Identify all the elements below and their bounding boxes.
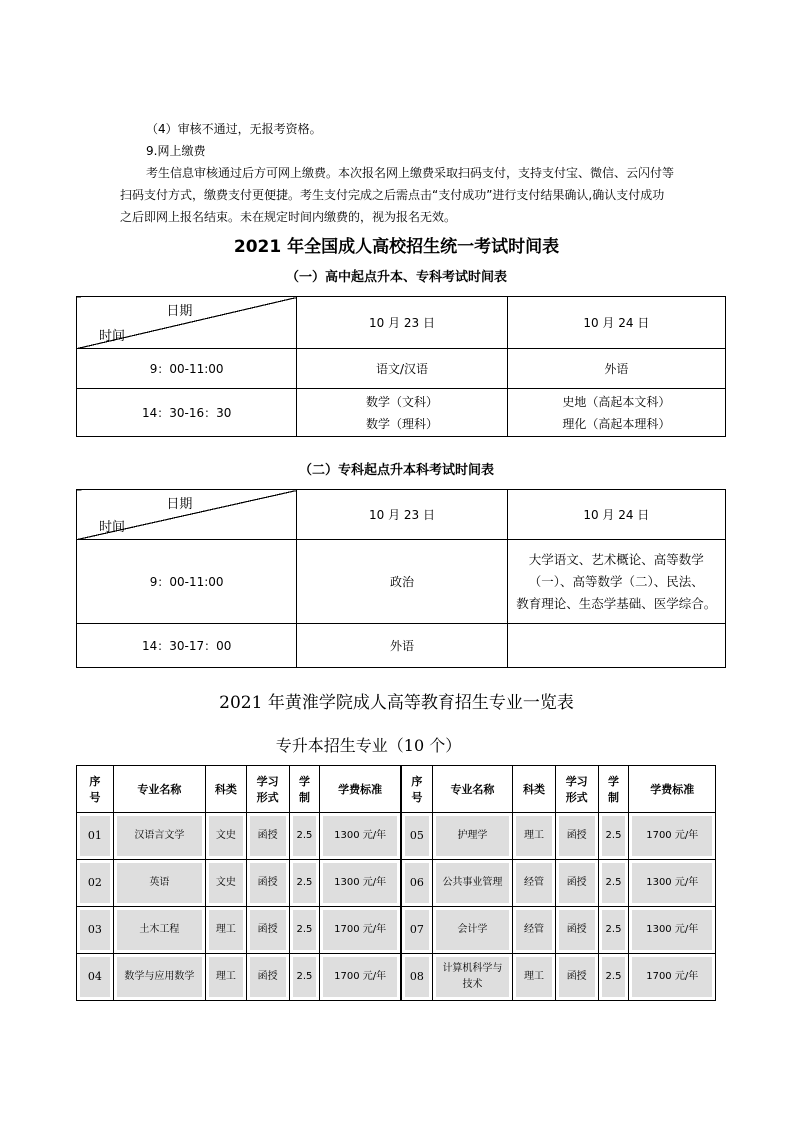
header-name-right: 专业名称	[432, 766, 512, 813]
table1-col-day1: 10 月 23 日	[297, 297, 507, 349]
fee-cell: 1700 元/年	[320, 954, 401, 1001]
form-cell: 函授	[246, 813, 289, 860]
header-form-right: 学习 形式	[555, 766, 598, 813]
table2-col-day2: 10 月 24 日	[507, 490, 725, 540]
majors-subtitle: 专升本招生专业（10 个）	[275, 736, 462, 755]
type-cell: 理工	[206, 907, 247, 954]
major-name-cell: 英语	[113, 860, 205, 907]
table1-time-label: 时间	[99, 329, 126, 344]
length-cell: 2.5	[289, 954, 320, 1001]
header-type-left: 科类	[206, 766, 247, 813]
majors-title: 2021 年黄淮学院成人高等教育招生专业一览表	[219, 693, 574, 713]
table2-date-label: 日期	[166, 497, 193, 512]
schedule-table-2	[76, 489, 726, 668]
intro-line-4: 扫码支付方式，缴费支付更便捷。考生支付完成之后需点击“支付成功”进行支付结果确认,确认支付成功	[120, 188, 665, 202]
table2-row1-day1: 政治	[297, 540, 507, 624]
form-cell: 函授	[246, 954, 289, 1001]
fee-cell: 1700 元/年	[629, 813, 716, 860]
header-length-left: 学 制	[289, 766, 320, 813]
table2-time-label: 时间	[99, 520, 126, 535]
schedule-title: 2021 年全国成人高校招生统一考试时间表	[233, 237, 560, 257]
table2-title: （二）专科起点升本科考试时间表	[298, 463, 494, 478]
type-cell: 经管	[513, 860, 556, 907]
length-cell: 2.5	[289, 813, 320, 860]
length-cell: 2.5	[598, 813, 629, 860]
form-cell: 函授	[246, 907, 289, 954]
form-cell: 函授	[555, 907, 598, 954]
table1-row1-day1: 语文/汉语	[297, 349, 507, 389]
table2-diagonal-header	[77, 490, 297, 540]
type-cell: 理工	[513, 954, 556, 1001]
header-form-left: 学习 形式	[246, 766, 289, 813]
major-name-cell: 公共事业管理	[432, 860, 512, 907]
fee-cell: 1300 元/年	[629, 860, 716, 907]
fee-cell: 1300 元/年	[320, 813, 401, 860]
fee-cell: 1700 元/年	[629, 954, 716, 1001]
header-fee-left: 学费标准	[320, 766, 401, 813]
header-seq-right: 序 号	[401, 766, 432, 813]
table2-row1-day2: 大学语文、艺术概论、高等数学 （一）、高等数学（二）、民法、 教育理论、生态学基础、医学综合。	[507, 540, 725, 624]
table1-date-label: 日期	[166, 304, 193, 319]
table2-row2-time: 14：30-17：00	[77, 624, 297, 668]
type-cell: 文史	[206, 860, 247, 907]
header-seq-left: 序 号	[77, 766, 114, 813]
form-cell: 函授	[246, 860, 289, 907]
header-fee-right: 学费标准	[629, 766, 716, 813]
form-cell: 函授	[555, 954, 598, 1001]
length-cell: 2.5	[289, 907, 320, 954]
intro-line-5: 之后即网上报名结束。未在规定时间内缴费的，视为报名无效。	[120, 210, 457, 224]
seq-cell: 05	[401, 813, 432, 860]
major-name-cell: 护理学	[432, 813, 512, 860]
type-cell: 经管	[513, 907, 556, 954]
table1-title: （一）高中起点升本、专科考试时间表	[285, 270, 507, 285]
major-name-cell: 计算机科学与 技术	[432, 954, 512, 1001]
intro-line-1: （4）审核不通过，无报考资格。	[146, 122, 322, 136]
length-cell: 2.5	[289, 860, 320, 907]
type-cell: 理工	[206, 954, 247, 1001]
header-length-right: 学 制	[598, 766, 629, 813]
table2-row2-day1: 外语	[297, 624, 507, 668]
seq-cell: 04	[77, 954, 114, 1001]
form-cell: 函授	[555, 813, 598, 860]
fee-cell: 1700 元/年	[320, 907, 401, 954]
fee-cell: 1300 元/年	[629, 907, 716, 954]
major-name-cell: 数学与应用数学	[113, 954, 205, 1001]
intro-line-2: 9.网上缴费	[146, 144, 206, 158]
length-cell: 2.5	[598, 860, 629, 907]
table1-diagonal-header	[77, 297, 297, 349]
major-name-cell: 土木工程	[113, 907, 205, 954]
table1-row2-day2: 史地（高起本文科） 理化（高起本理科）	[507, 389, 725, 437]
form-cell: 函授	[555, 860, 598, 907]
majors-table	[76, 765, 716, 1001]
seq-cell: 01	[77, 813, 114, 860]
type-cell: 理工	[513, 813, 556, 860]
major-name-cell: 汉语言文学	[113, 813, 205, 860]
major-name-cell: 会计学	[432, 907, 512, 954]
length-cell: 2.5	[598, 954, 629, 1001]
table2-row2-day2	[507, 624, 725, 668]
seq-cell: 07	[401, 907, 432, 954]
table2-col-day1: 10 月 23 日	[297, 490, 507, 540]
header-name-left: 专业名称	[113, 766, 205, 813]
table1-row1-time: 9：00-11:00	[77, 349, 297, 389]
schedule-table-1	[76, 296, 726, 437]
seq-cell: 03	[77, 907, 114, 954]
table1-row1-day2: 外语	[507, 349, 725, 389]
header-type-right: 科类	[513, 766, 556, 813]
intro-line-3: 考生信息审核通过后方可网上缴费。本次报名网上缴费采取扫码支付，支持支付宝、微信、云闪付等	[146, 166, 675, 180]
table-row	[77, 860, 716, 907]
table1-row2-day1: 数学（文科） 数学（理科）	[297, 389, 507, 437]
table-row	[77, 813, 716, 860]
table-row	[77, 954, 716, 1001]
intro-section	[120, 118, 680, 228]
seq-cell: 06	[401, 860, 432, 907]
fee-cell: 1300 元/年	[320, 860, 401, 907]
table-row	[77, 907, 716, 954]
type-cell: 文史	[206, 813, 247, 860]
table1-row2-time: 14：30-16：30	[77, 389, 297, 437]
seq-cell: 02	[77, 860, 114, 907]
seq-cell: 08	[401, 954, 432, 1001]
majors-table-body	[77, 813, 716, 1001]
length-cell: 2.5	[598, 907, 629, 954]
table2-row1-time: 9：00-11:00	[77, 540, 297, 624]
table1-col-day2: 10 月 24 日	[507, 297, 725, 349]
